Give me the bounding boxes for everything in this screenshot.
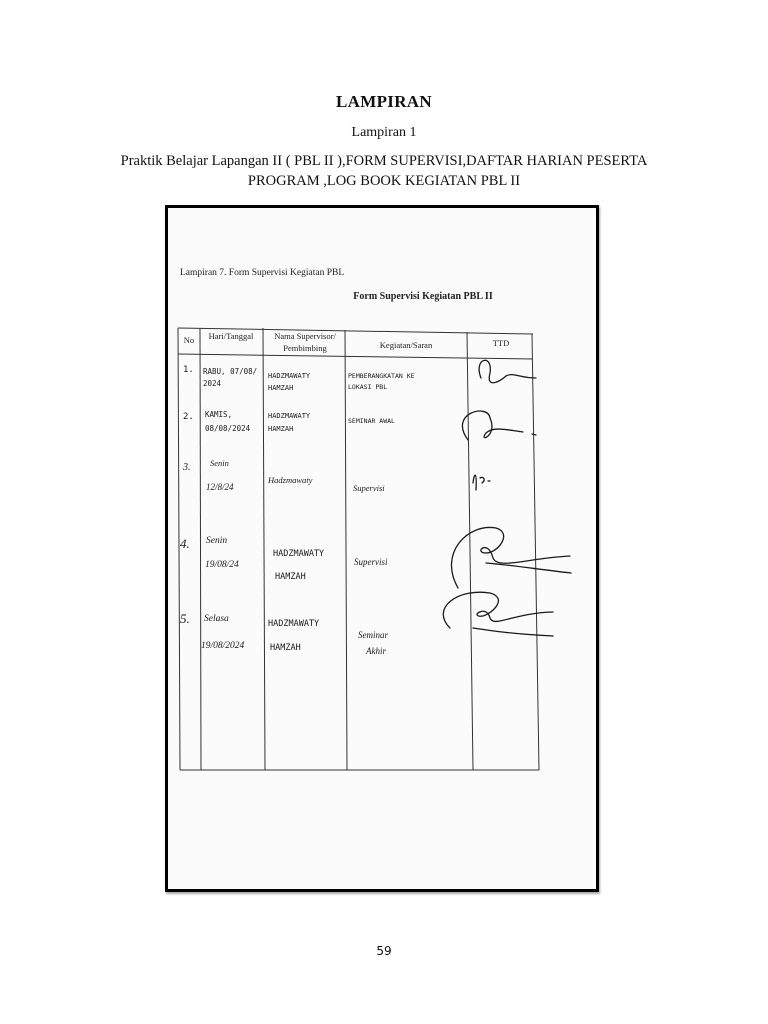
row-supervisor-name: HADZMAWATY — [273, 549, 325, 559]
column-header-signature: TTD — [492, 338, 510, 348]
table-row — [180, 536, 388, 582]
table-row — [180, 611, 388, 656]
page-subtitle: Lampiran 1 — [351, 125, 417, 140]
signature-row-1 — [479, 360, 536, 382]
row-activity: PEMBERANGKATAN KE — [348, 372, 415, 380]
row-supervisor-name-2: HAMZAH — [268, 384, 294, 392]
row-number: 5. — [180, 611, 190, 626]
row-activity-2: LOKASI PBL — [348, 383, 388, 391]
row-activity: Supervisi — [354, 557, 388, 567]
row-date: 08/08/2024 — [205, 424, 251, 433]
form-table-grid — [178, 328, 539, 770]
column-header-activity: Kegiatan/Saran — [379, 340, 433, 350]
signature-scribbles — [443, 360, 571, 636]
row-day: RABU, 07/08/ — [203, 367, 258, 376]
row-day: KAMIS, — [205, 410, 233, 419]
scanned-form-drawing — [168, 208, 596, 889]
row-day: Senin — [206, 536, 228, 546]
row-date: 19/08/24 — [205, 560, 239, 570]
column-header-no: No — [183, 335, 195, 345]
row-activity: SEMINAR AWAL — [348, 417, 395, 425]
row-date: 12/8/24 — [206, 482, 234, 492]
table-row — [182, 458, 385, 493]
column-header-date: Hari/Tanggal — [208, 331, 254, 341]
page-number: 59 — [376, 944, 392, 958]
row-supervisor-name-2: HAMZAH — [268, 425, 294, 433]
row-supervisor-name: Hadzmawaty — [268, 475, 313, 485]
scanned-form-image — [165, 205, 599, 892]
page-title: LAMPIRAN — [336, 92, 432, 111]
form-heading: Form Supervisi Kegiatan PBL II — [353, 291, 493, 302]
row-activity-2: Akhir — [366, 646, 386, 656]
row-number: 3. — [183, 462, 191, 473]
form-caption: Lampiran 7. Form Supervisi Kegiatan PBL — [180, 268, 345, 278]
row-date: 2024 — [203, 379, 222, 388]
row-number: 4. — [180, 536, 190, 551]
row-day: Senin — [210, 458, 229, 468]
table-row — [183, 410, 395, 433]
description-line-1: Praktik Belajar Lapangan II ( PBL II ),FORM SUPERVISI,DAFTAR HARIAN PESERTA — [120, 153, 648, 169]
row-supervisor-name: HADZMAWATY — [268, 619, 320, 629]
row-date: 19/08/2024 — [201, 641, 245, 651]
row-supervisor-name: HADZMAWATY — [268, 372, 311, 380]
row-activity: Seminar — [358, 630, 388, 640]
column-header-supervisor-line-1: Nama Supervisor/ — [274, 331, 336, 341]
row-supervisor-name-2: HAMZAH — [270, 643, 301, 653]
row-activity: Supervisi — [353, 483, 385, 493]
signature-row-3 — [473, 475, 490, 490]
description-line-2: PROGRAM ,LOG BOOK KEGIATAN PBL II — [247, 173, 521, 189]
row-supervisor-name-2: HAMZAH — [275, 572, 306, 582]
row-number: 1. — [183, 365, 194, 375]
column-header-supervisor-line-2: Pembimbing — [283, 343, 327, 353]
table-row — [183, 365, 415, 392]
row-day: Selasa — [204, 614, 229, 624]
signature-row-2 — [462, 411, 536, 440]
row-supervisor-name: HADZMAWATY — [268, 412, 311, 420]
row-number: 2. — [183, 412, 194, 422]
